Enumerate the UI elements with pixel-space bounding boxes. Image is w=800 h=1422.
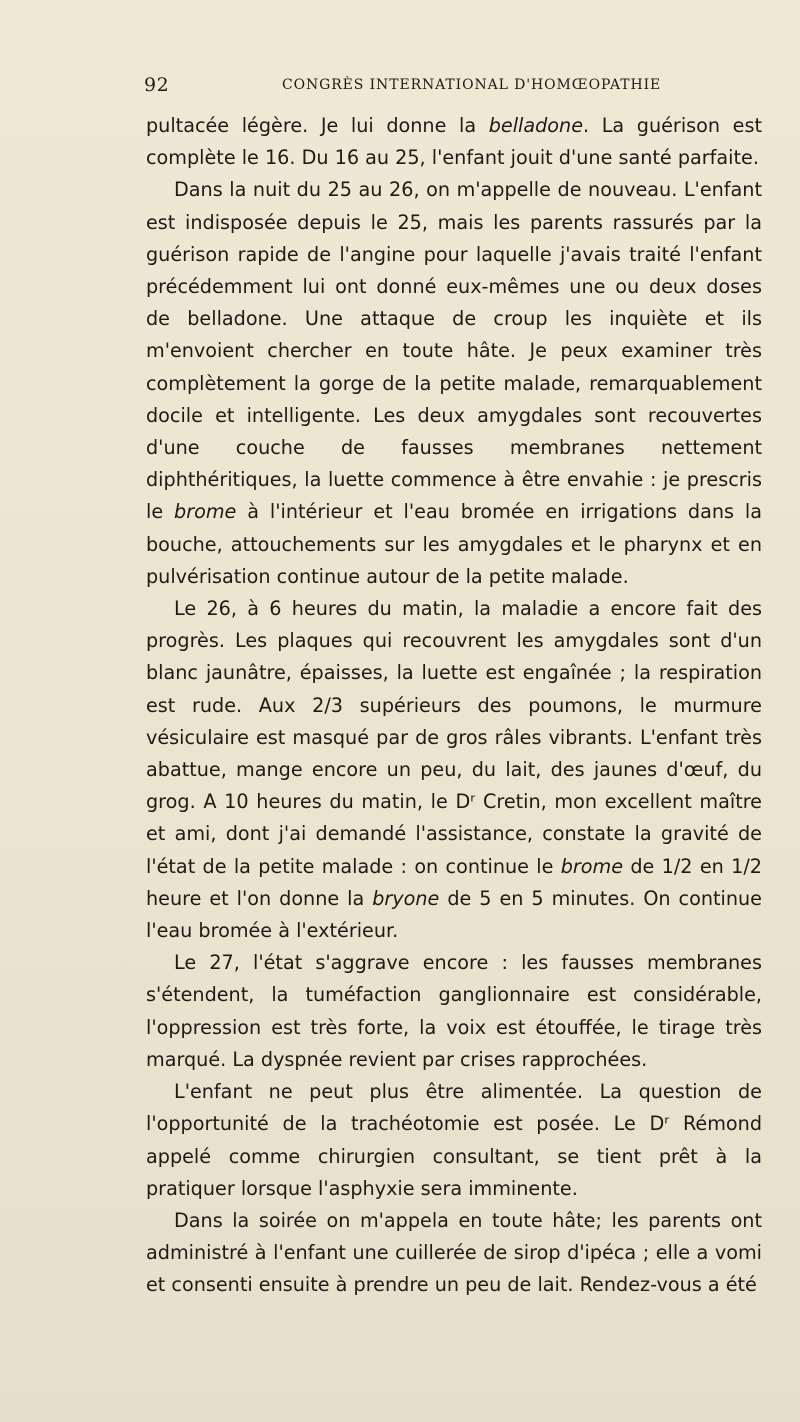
remedy-bryone: bryone bbox=[372, 886, 440, 910]
text-segment: à l'intérieur et l'eau bromée en irrigations dans la bouche, attouchements sur les amygdales et le pharynx et en pulvérisation continue autour de la petite malade. bbox=[146, 500, 762, 588]
paragraph-2 bbox=[146, 174, 762, 593]
text-segment: de 1/2 en 1/2 heure et l'on donne la bbox=[146, 854, 762, 910]
page-number: 92 bbox=[144, 74, 170, 96]
remedy-belladone: belladone bbox=[488, 114, 584, 137]
remedy-brome: brome bbox=[174, 500, 237, 524]
remedy-brome: brome bbox=[560, 854, 624, 878]
text-segment: Le 27, l'état s'aggrave encore : les fausses membranes s'étendent, la tuméfaction ganglionnaire est considérable, l'oppression est très forte, la voix est étouffée, le tirage très marqué. La dyspnée revient par crises rapprochées. bbox=[146, 951, 762, 1071]
text-segment: L'enfant ne peut plus être alimentée. La question de l'opportunité de la trachéotomie est posée. Le Dʳ Rémond appelé comme chirurgien consultant, se tient prêt à la pratiquer lorsque l'asphyxie sera imminente. bbox=[146, 1080, 762, 1200]
paragraph-4 bbox=[146, 947, 762, 1076]
running-title: CONGRÈS INTERNATIONAL D'HOMŒOPATHIE bbox=[282, 77, 662, 93]
body-text bbox=[146, 110, 762, 1302]
text-segment: de 5 en 5 minutes. On continue l'eau bromée à l'extérieur. bbox=[146, 886, 762, 943]
text-segment: Le 26, à 6 heures du matin, la maladie a encore fait des progrès. Les plaques qui recouvrent les amygdales sont d'un blanc jaunâtre, épaisses, la luette est engaînée ; la respiration est rude. Aux 2/3 supérieurs des poumons, le murmure vésiculaire est masqué par de gros râles vibrants. L'enfant très abattue, mange encore un peu, du lait, des jaunes d'œuf, du grog. A 10 heures du matin, le Dʳ Cretin, mon excellent maître et ami, dont j'ai demandé l'assistance, constate la gravité de l'état de la petite malade : on continue le bbox=[146, 597, 762, 878]
paragraph-3 bbox=[146, 593, 762, 947]
paragraph-1 bbox=[146, 110, 762, 174]
paragraph-5 bbox=[146, 1076, 762, 1205]
text-segment: . La guérison est complète le 16. Du 16 au 25, l'enfant jouit d'une santé parfaite. bbox=[146, 114, 762, 170]
text-segment: Dans la nuit du 25 au 26, on m'appelle de nouveau. L'enfant est indisposée depuis le 25, mais les parents rassurés par la guérison rapide de l'angine pour laquelle j'avais traité l'enfant précédemment lui ont donné eux-mêmes une ou deux doses de belladone. Une attaque de croup les inquiète et ils m'envoient chercher en toute hâte. Je peux examiner très complètement la gorge de la petite malade, remarquablement docile et intelligente. Les deux amygdales sont recouvertes d'une couche de fausses membranes nettement diphthéritiques, la luette commence à être envahie : je prescris le bbox=[146, 178, 762, 524]
text-segment: Dans la soirée on m'appela en toute hâte; les parents ont administré à l'enfant une cuillerée de sirop d'ipéca ; elle a vomi et consenti ensuite à prendre un peu de lait. Rendez-vous a été bbox=[146, 1208, 762, 1297]
page-header bbox=[144, 74, 764, 98]
paragraph-6 bbox=[146, 1205, 762, 1302]
text-segment: pultacée légère. Je lui donne la bbox=[146, 114, 489, 137]
